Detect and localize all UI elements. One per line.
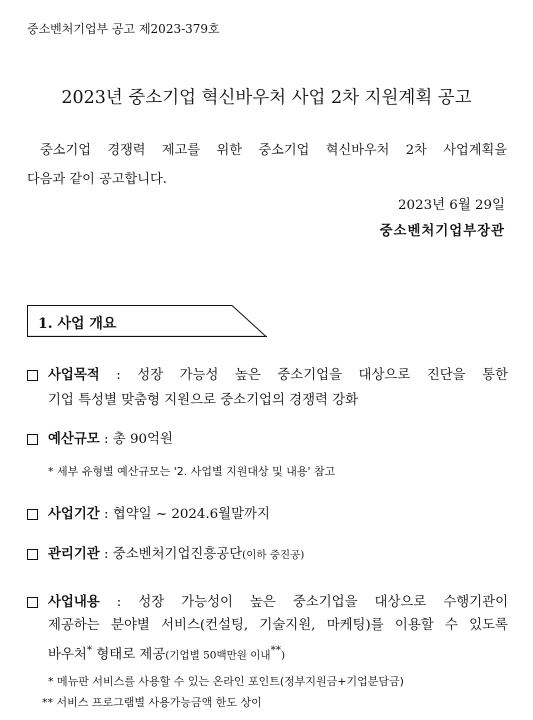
intro-line-1: 중소기업 경쟁력 제고를 위한 중소기업 혁신바우처 2차 사업계획을	[40, 143, 507, 158]
checkbox-purpose-icon	[27, 370, 38, 381]
content-note-2: ** 서비스 프로그램별 사용가능금액 한도 상이	[42, 696, 262, 709]
budget-line: 예산규모 : 총 90억원	[48, 431, 173, 447]
section-title: 1. 사업 개요	[38, 316, 117, 332]
purpose-line-1: 사업목적 : 성장 가능성 높은 중소기업을 대상으로 진단을 통한	[48, 367, 508, 383]
content-line-3: 바우처* 형태로 제공(기업별 50백만원 이내**)	[48, 644, 286, 663]
purpose-line-2: 기업 특성별 맞춤형 지원으로 중소기업의 경쟁력 강화	[48, 393, 359, 408]
content-line-1: 사업내용 : 성장 가능성이 높은 중소기업을 대상으로 수행기관이	[48, 594, 508, 610]
checkbox-content-icon	[27, 597, 38, 608]
checkbox-budget-icon	[27, 434, 38, 445]
checkbox-period-icon	[27, 509, 38, 520]
checkbox-agency-icon	[27, 549, 38, 560]
period-line: 사업기간 : 협약일 ~ 2024.6월말까지	[48, 506, 270, 522]
notice-date: 2023년 6월 29일	[398, 198, 505, 213]
agency-line: 관리기관 : 중소벤처기업진흥공단(이하 중진공)	[48, 546, 305, 562]
intro-line-2: 다음과 같이 공고합니다.	[27, 172, 167, 187]
budget-note: * 세부 유형별 예산규모는 '2. 사업별 지원대상 및 내용' 참고	[48, 465, 336, 478]
content-line-2: 제공하는 분야별 서비스(컨설팅, 기술지원, 마케팅)를 이용할 수 있도록	[48, 618, 508, 633]
content-note-1: * 메뉴판 서비스를 사용할 수 있는 온라인 포인트(정부지원금+기업분담금)	[48, 675, 404, 688]
document-title: 2023년 중소기업 혁신바우처 사업 2차 지원계획 공고	[61, 88, 472, 108]
issuer-name: 중소벤처기업부장관	[379, 223, 505, 239]
notice-number: 중소벤처기업부 공고 제2023-379호	[27, 22, 220, 36]
